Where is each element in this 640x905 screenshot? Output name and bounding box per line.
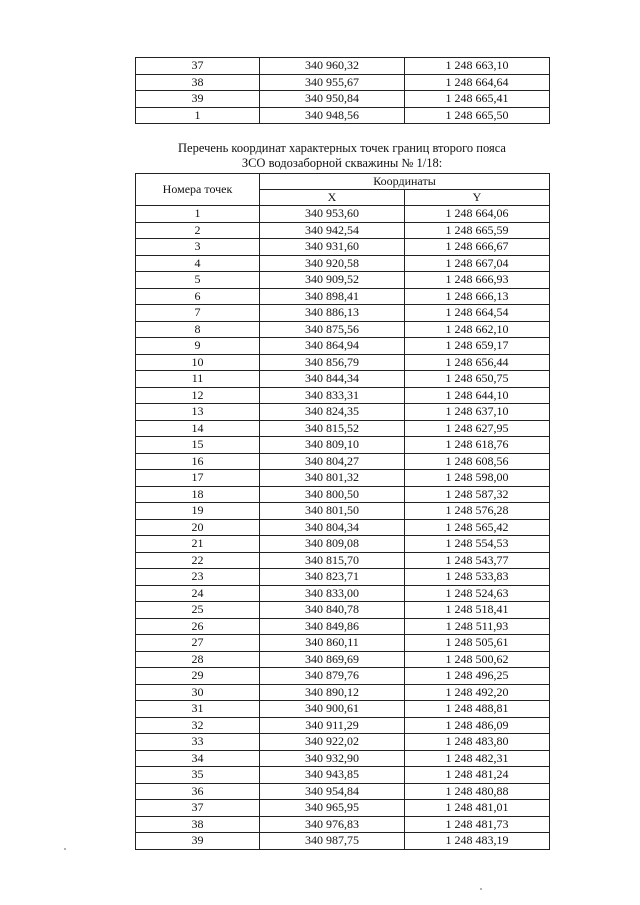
- point-number-cell: 25: [136, 602, 260, 619]
- y-coordinate-cell: 1 248 481,24: [405, 767, 550, 784]
- table-row: [136, 437, 550, 454]
- table-row: [136, 783, 550, 800]
- y-coordinate-cell: 1 248 656,44: [405, 354, 550, 371]
- table-row: [136, 486, 550, 503]
- header-coordinates: Координаты: [260, 174, 550, 190]
- x-coordinate-cell: 340 950,84: [260, 91, 405, 108]
- point-number-cell: 29: [136, 668, 260, 685]
- point-number-cell: 19: [136, 503, 260, 520]
- table-row: [136, 91, 550, 108]
- table-row: [136, 618, 550, 635]
- point-number-cell: 38: [136, 74, 260, 91]
- x-coordinate-cell: 340 909,52: [260, 272, 405, 289]
- table-row: [136, 536, 550, 553]
- y-coordinate-cell: 1 248 659,17: [405, 338, 550, 355]
- y-coordinate-cell: 1 248 481,73: [405, 816, 550, 833]
- point-number-cell: 16: [136, 453, 260, 470]
- y-coordinate-cell: 1 248 480,88: [405, 783, 550, 800]
- y-coordinate-cell: 1 248 565,42: [405, 519, 550, 536]
- x-coordinate-cell: 340 890,12: [260, 684, 405, 701]
- y-coordinate-cell: 1 248 598,00: [405, 470, 550, 487]
- table-row: [136, 206, 550, 223]
- y-coordinate-cell: 1 248 650,75: [405, 371, 550, 388]
- point-number-cell: 24: [136, 585, 260, 602]
- table-row: [136, 58, 550, 75]
- x-coordinate-cell: 340 833,00: [260, 585, 405, 602]
- x-coordinate-cell: 340 804,27: [260, 453, 405, 470]
- y-coordinate-cell: 1 248 587,32: [405, 486, 550, 503]
- table-row: [136, 305, 550, 322]
- y-coordinate-cell: 1 248 543,77: [405, 552, 550, 569]
- table-row: [136, 354, 550, 371]
- table-row: [136, 255, 550, 272]
- point-number-cell: 22: [136, 552, 260, 569]
- y-coordinate-cell: 1 248 664,06: [405, 206, 550, 223]
- table-row: [136, 453, 550, 470]
- x-coordinate-cell: 340 960,32: [260, 58, 405, 75]
- point-number-cell: 39: [136, 91, 260, 108]
- y-coordinate-cell: 1 248 554,53: [405, 536, 550, 553]
- header-y: Y: [405, 190, 550, 206]
- point-number-cell: 1: [136, 206, 260, 223]
- x-coordinate-cell: 340 987,75: [260, 833, 405, 850]
- top-table-body: [136, 58, 550, 124]
- x-coordinate-cell: 340 860,11: [260, 635, 405, 652]
- x-coordinate-cell: 340 849,86: [260, 618, 405, 635]
- x-coordinate-cell: 340 976,83: [260, 816, 405, 833]
- table-row: [136, 239, 550, 256]
- table-row: [136, 272, 550, 289]
- point-number-cell: 7: [136, 305, 260, 322]
- x-coordinate-cell: 340 943,85: [260, 767, 405, 784]
- header-x: X: [260, 190, 405, 206]
- x-coordinate-cell: 340 955,67: [260, 74, 405, 91]
- table-row: [136, 717, 550, 734]
- y-coordinate-cell: 1 248 524,63: [405, 585, 550, 602]
- x-coordinate-cell: 340 823,71: [260, 569, 405, 586]
- table-row: [136, 734, 550, 751]
- point-number-cell: 8: [136, 321, 260, 338]
- y-coordinate-cell: 1 248 666,13: [405, 288, 550, 305]
- y-coordinate-cell: 1 248 618,76: [405, 437, 550, 454]
- y-coordinate-cell: 1 248 483,19: [405, 833, 550, 850]
- y-coordinate-cell: 1 248 663,10: [405, 58, 550, 75]
- point-number-cell: 13: [136, 404, 260, 421]
- x-coordinate-cell: 340 801,32: [260, 470, 405, 487]
- y-coordinate-cell: 1 248 665,50: [405, 107, 550, 124]
- point-number-cell: 5: [136, 272, 260, 289]
- table-row: [136, 288, 550, 305]
- point-number-cell: 4: [136, 255, 260, 272]
- table-row: [136, 74, 550, 91]
- point-number-cell: 20: [136, 519, 260, 536]
- x-coordinate-cell: 340 911,29: [260, 717, 405, 734]
- x-coordinate-cell: 340 869,69: [260, 651, 405, 668]
- x-coordinate-cell: 340 809,10: [260, 437, 405, 454]
- point-number-cell: 17: [136, 470, 260, 487]
- y-coordinate-cell: 1 248 511,93: [405, 618, 550, 635]
- point-number-cell: 35: [136, 767, 260, 784]
- point-number-cell: 38: [136, 816, 260, 833]
- point-number-cell: 12: [136, 387, 260, 404]
- y-coordinate-cell: 1 248 608,56: [405, 453, 550, 470]
- table-row: [136, 470, 550, 487]
- point-number-cell: 39: [136, 833, 260, 850]
- point-number-cell: 28: [136, 651, 260, 668]
- table-row: [136, 519, 550, 536]
- x-coordinate-cell: 340 864,94: [260, 338, 405, 355]
- point-number-cell: 6: [136, 288, 260, 305]
- point-number-cell: 21: [136, 536, 260, 553]
- point-number-cell: 27: [136, 635, 260, 652]
- point-number-cell: 9: [136, 338, 260, 355]
- x-coordinate-cell: 340 965,95: [260, 800, 405, 817]
- x-coordinate-cell: 340 879,76: [260, 668, 405, 685]
- table-row: [136, 387, 550, 404]
- y-coordinate-cell: 1 248 488,81: [405, 701, 550, 718]
- y-coordinate-cell: 1 248 492,20: [405, 684, 550, 701]
- point-number-cell: 18: [136, 486, 260, 503]
- x-coordinate-cell: 340 824,35: [260, 404, 405, 421]
- y-coordinate-cell: 1 248 483,80: [405, 734, 550, 751]
- x-coordinate-cell: 340 953,60: [260, 206, 405, 223]
- x-coordinate-cell: 340 840,78: [260, 602, 405, 619]
- table-row: [136, 816, 550, 833]
- table-row: [136, 552, 550, 569]
- y-coordinate-cell: 1 248 576,28: [405, 503, 550, 520]
- point-number-cell: 23: [136, 569, 260, 586]
- y-coordinate-cell: 1 248 496,25: [405, 668, 550, 685]
- x-coordinate-cell: 340 833,31: [260, 387, 405, 404]
- x-coordinate-cell: 340 875,56: [260, 321, 405, 338]
- x-coordinate-cell: 340 801,50: [260, 503, 405, 520]
- table-caption: [135, 141, 549, 171]
- table-row: [136, 585, 550, 602]
- point-number-cell: 1: [136, 107, 260, 124]
- y-coordinate-cell: 1 248 662,10: [405, 321, 550, 338]
- point-number-cell: 36: [136, 783, 260, 800]
- y-coordinate-cell: 1 248 486,09: [405, 717, 550, 734]
- y-coordinate-cell: 1 248 666,67: [405, 239, 550, 256]
- caption-line-2: ЗСО водозаборной скважины № 1/18:: [241, 156, 443, 170]
- table-row: [136, 371, 550, 388]
- point-number-cell: 3: [136, 239, 260, 256]
- y-coordinate-cell: 1 248 644,10: [405, 387, 550, 404]
- x-coordinate-cell: 340 800,50: [260, 486, 405, 503]
- y-coordinate-cell: 1 248 664,54: [405, 305, 550, 322]
- x-coordinate-cell: 340 898,41: [260, 288, 405, 305]
- point-number-cell: 15: [136, 437, 260, 454]
- table-row: [136, 750, 550, 767]
- x-coordinate-cell: 340 844,34: [260, 371, 405, 388]
- y-coordinate-cell: 1 248 665,59: [405, 222, 550, 239]
- table-row: [136, 668, 550, 685]
- table-row: [136, 800, 550, 817]
- zone-coordinates-table: [135, 173, 550, 850]
- x-coordinate-cell: 340 932,90: [260, 750, 405, 767]
- table-row: [136, 651, 550, 668]
- x-coordinate-cell: 340 920,58: [260, 255, 405, 272]
- top-coordinates-table: [135, 57, 550, 124]
- scan-speck: [480, 888, 482, 890]
- y-coordinate-cell: 1 248 533,83: [405, 569, 550, 586]
- y-coordinate-cell: 1 248 500,62: [405, 651, 550, 668]
- scan-speck: [64, 848, 66, 850]
- x-coordinate-cell: 340 804,34: [260, 519, 405, 536]
- table-row: [136, 635, 550, 652]
- y-coordinate-cell: 1 248 667,04: [405, 255, 550, 272]
- x-coordinate-cell: 340 942,54: [260, 222, 405, 239]
- table-row: [136, 107, 550, 124]
- table-row: [136, 701, 550, 718]
- point-number-cell: 26: [136, 618, 260, 635]
- point-number-cell: 14: [136, 420, 260, 437]
- x-coordinate-cell: 340 886,13: [260, 305, 405, 322]
- point-number-cell: 10: [136, 354, 260, 371]
- x-coordinate-cell: 340 948,56: [260, 107, 405, 124]
- table-row: [136, 833, 550, 850]
- x-coordinate-cell: 340 809,08: [260, 536, 405, 553]
- point-number-cell: 33: [136, 734, 260, 751]
- table-row: [136, 767, 550, 784]
- table-row: [136, 338, 550, 355]
- y-coordinate-cell: 1 248 505,61: [405, 635, 550, 652]
- y-coordinate-cell: 1 248 637,10: [405, 404, 550, 421]
- x-coordinate-cell: 340 954,84: [260, 783, 405, 800]
- y-coordinate-cell: 1 248 627,95: [405, 420, 550, 437]
- main-table-body: [136, 206, 550, 850]
- y-coordinate-cell: 1 248 518,41: [405, 602, 550, 619]
- table-row: [136, 569, 550, 586]
- table-row: [136, 503, 550, 520]
- x-coordinate-cell: 340 815,70: [260, 552, 405, 569]
- point-number-cell: 37: [136, 800, 260, 817]
- y-coordinate-cell: 1 248 666,93: [405, 272, 550, 289]
- x-coordinate-cell: 340 922,02: [260, 734, 405, 751]
- y-coordinate-cell: 1 248 665,41: [405, 91, 550, 108]
- table-row: [136, 321, 550, 338]
- point-number-cell: 32: [136, 717, 260, 734]
- table-row: [136, 420, 550, 437]
- y-coordinate-cell: 1 248 481,01: [405, 800, 550, 817]
- x-coordinate-cell: 340 931,60: [260, 239, 405, 256]
- point-number-cell: 30: [136, 684, 260, 701]
- point-number-cell: 11: [136, 371, 260, 388]
- caption-line-1: Перечень координат характерных точек границ второго пояса: [178, 141, 506, 155]
- table-row: [136, 684, 550, 701]
- x-coordinate-cell: 340 815,52: [260, 420, 405, 437]
- point-number-cell: 31: [136, 701, 260, 718]
- point-number-cell: 34: [136, 750, 260, 767]
- x-coordinate-cell: 340 856,79: [260, 354, 405, 371]
- table-row: [136, 222, 550, 239]
- y-coordinate-cell: 1 248 664,64: [405, 74, 550, 91]
- table-row: [136, 602, 550, 619]
- point-number-cell: 2: [136, 222, 260, 239]
- x-coordinate-cell: 340 900,61: [260, 701, 405, 718]
- y-coordinate-cell: 1 248 482,31: [405, 750, 550, 767]
- point-number-cell: 37: [136, 58, 260, 75]
- header-point-numbers: Номера точек: [136, 174, 260, 206]
- table-row: [136, 404, 550, 421]
